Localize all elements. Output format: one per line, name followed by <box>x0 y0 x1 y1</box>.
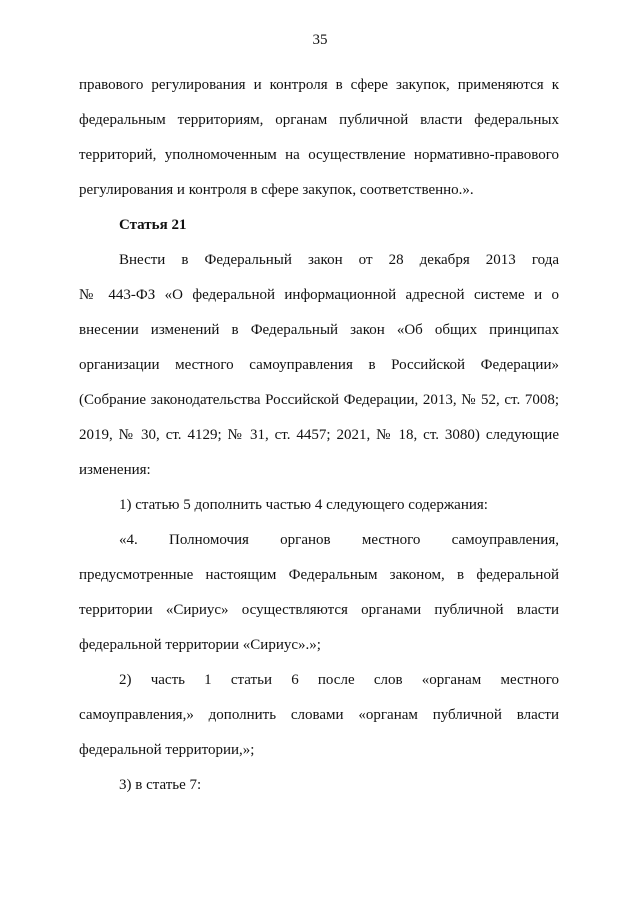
document-body <box>79 68 559 803</box>
list-item-3 <box>79 768 559 803</box>
text-line: Внести в Федеральный закон от 28 декабря 2013 года <box>119 252 559 268</box>
text-line: федеральной территории,»; <box>79 742 255 758</box>
text-line: изменения: <box>79 462 151 478</box>
text-line: № 443-ФЗ «О федеральной информационной адресной системе и о <box>79 287 559 303</box>
text-line: 2) часть 1 статьи 6 после слов «органам местного <box>119 672 559 688</box>
text-line: организации местного самоуправления в Российской Федерации» <box>79 357 559 373</box>
text-line: федеральной территории «Сириус».»; <box>79 637 321 653</box>
list-item-2 <box>79 663 559 768</box>
text-line: предусмотренные настоящим Федеральным законом, в федеральной <box>79 567 559 583</box>
text-line: территорий, уполномоченным на осуществление нормативно-правового <box>79 147 559 163</box>
text-line: правового регулирования и контроля в сфере закупок, применяются к <box>79 77 559 93</box>
paragraph-article-intro <box>79 243 559 488</box>
list-item-1 <box>79 488 559 523</box>
text-line: 3) в статье 7: <box>119 777 202 793</box>
text-line: 2019, № 30, ст. 4129; № 31, ст. 4457; 2021, № 18, ст. 3080) следующие <box>79 427 559 443</box>
text-line: внесении изменений в Федеральный закон «Об общих принципах <box>79 322 559 338</box>
article-heading: Статья 21 <box>119 217 187 233</box>
page-number: 35 <box>312 32 328 48</box>
text-line: регулирования и контроля в сфере закупок, соответственно.». <box>79 182 474 198</box>
text-line: территории «Сириус» осуществляются органами публичной власти <box>79 602 559 618</box>
paragraph-quoted-part-4 <box>79 523 559 663</box>
text-line: (Собрание законодательства Российской Федерации, 2013, № 52, ст. 7008; <box>79 392 559 408</box>
text-line: федеральным территориям, органам публичной власти федеральных <box>79 112 559 128</box>
text-line: 1) статью 5 дополнить частью 4 следующего содержания: <box>119 497 488 513</box>
text-line: «4. Полномочия органов местного самоуправления, <box>119 532 559 548</box>
text-line: самоуправления,» дополнить словами «органам публичной власти <box>79 707 559 723</box>
paragraph-continuation <box>79 68 559 208</box>
